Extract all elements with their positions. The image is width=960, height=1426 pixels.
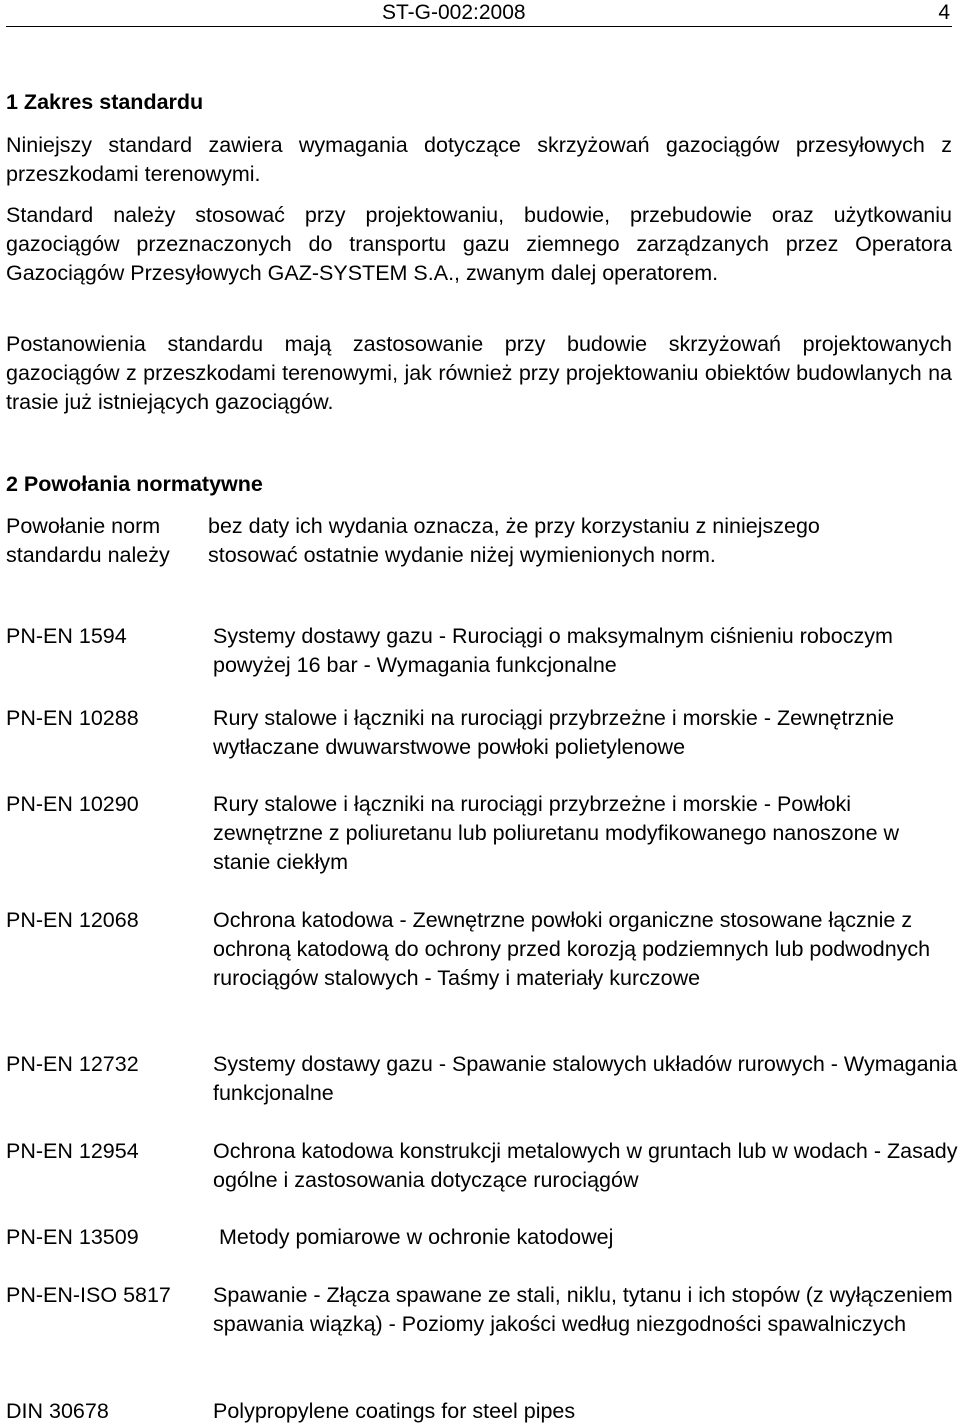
reference-code: DIN 30678 <box>6 1399 109 1423</box>
page-header <box>6 0 952 27</box>
section-1-paragraph-1: Niniejszy standard zawiera wymagania dotyczące skrzyżowań gazociągów przesyłowych z przeszkodami terenowymi. <box>6 133 952 186</box>
reference-title: Systemy dostawy gazu - Rurociągi o maksymalnym ciśnieniu roboczym powyżej 16 bar - Wymagania funkcjonalne <box>213 624 893 677</box>
section-2-intro-line-1a: Powołanie norm <box>6 514 161 538</box>
reference-code: PN-EN 12068 <box>6 908 139 932</box>
section-1-paragraph-2: Standard należy stosować przy projektowaniu, budowie, przebudowie oraz użytkowaniu gazociągów przeznaczonych do transportu gazu ziemnego zarządzanych przez Operatora Gazociągów Przesyłowych GAZ-SYSTEM S.A., zwanym dalej operatorem. <box>6 203 952 285</box>
section-1-paragraph-3: Postanowienia standardu mają zastosowanie przy budowie skrzyżowań projektowanych gazociągów z przeszkodami terenowymi, jak również przy projektowaniu obiektów budowlanych na trasie już istniejących gazociągów. <box>6 332 952 414</box>
reference-code: PN-EN-ISO 5817 <box>6 1283 171 1307</box>
reference-code: PN-EN 1594 <box>6 624 127 648</box>
section-2-heading: 2 Powołania normatywne <box>6 472 263 496</box>
document-code: ST-G-002:2008 <box>382 1 526 24</box>
section-2-intro-line-1b: bez daty ich wydania oznacza, że przy korzystaniu z niniejszego <box>208 514 820 538</box>
reference-title: Ochrona katodowa konstrukcji metalowych w gruntach lub w wodach - Zasady ogólne i zastosowania dotyczące rurociągów <box>213 1139 958 1192</box>
reference-code: PN-EN 12732 <box>6 1052 139 1076</box>
reference-title: Polypropylene coatings for steel pipes <box>213 1399 576 1423</box>
reference-code: PN-EN 13509 <box>6 1225 139 1249</box>
reference-title: Spawanie - Złącza spawane ze stali, niklu, tytanu i ich stopów (z wyłączeniem spawania wiązką) - Poziomy jakości według niezgodności spawalniczych <box>213 1283 953 1336</box>
reference-title: Metody pomiarowe w ochronie katodowej <box>213 1225 614 1249</box>
section-1-heading: 1 Zakres standardu <box>6 90 204 114</box>
section-2-intro-line-2b: stosować ostatnie wydanie niżej wymienionych norm. <box>208 543 716 567</box>
reference-code: PN-EN 10288 <box>6 706 139 730</box>
section-2-intro-line-2a: standardu należy <box>6 543 170 567</box>
page-number: 4 <box>938 1 950 24</box>
reference-title: Rury stalowe i łączniki na rurociągi przybrzeżne i morskie - Zewnętrznie wytłaczane dwuwarstwowe powłoki polietylenowe <box>213 706 895 759</box>
reference-code: PN-EN 10290 <box>6 792 139 816</box>
reference-code: PN-EN 12954 <box>6 1139 139 1163</box>
reference-title: Systemy dostawy gazu - Spawanie stalowych układów rurowych - Wymagania funkcjonalne <box>213 1052 958 1105</box>
reference-title: Ochrona katodowa - Zewnętrzne powłoki organiczne stosowane łącznie z ochroną katodową do ochrony przed korozją podziemnych lub podwodnych rurociągów stalowych - Taśmy i materiały kurczowe <box>213 908 931 990</box>
reference-title: Rury stalowe i łączniki na rurociągi przybrzeżne i morskie - Powłoki zewnętrzne z poliuretanu lub poliuretanu modyfikowanego nanoszone w stanie ciekłym <box>213 792 900 874</box>
